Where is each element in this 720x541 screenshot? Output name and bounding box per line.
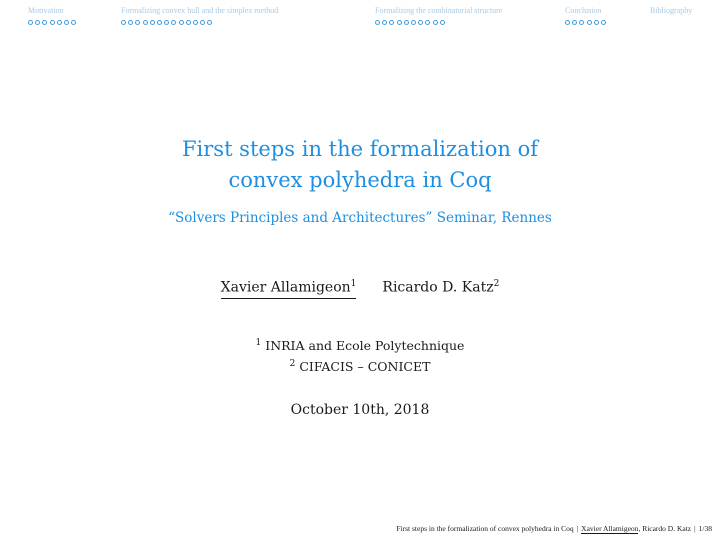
author-affiliation-mark: 2 — [493, 279, 500, 289]
nav-frame-dot[interactable] — [135, 20, 140, 25]
affiliation-1 — [0, 334, 720, 355]
affiliation-2 — [0, 355, 720, 376]
nav-section-title: Motivation — [28, 6, 64, 15]
nav-frame-dot[interactable] — [579, 20, 584, 25]
affiliation-text: CIFACIS – CONICET — [299, 359, 431, 375]
footer-author2: , Ricardo D. Katz — [638, 524, 692, 533]
nav-frame-dot[interactable] — [186, 20, 191, 25]
nav-frame-dot[interactable] — [207, 20, 212, 25]
nav-section-convex-hull[interactable] — [121, 6, 278, 25]
slide-subtitle: “Solvers Principles and Architectures” Seminar, Rennes — [168, 210, 552, 226]
nav-frame-dot[interactable] — [382, 20, 387, 25]
nav-section-title: Bibliography — [650, 6, 693, 15]
nav-frame-dot[interactable] — [200, 20, 205, 25]
footer — [396, 524, 712, 533]
nav-frame-dot[interactable] — [572, 20, 577, 25]
footer-separator: | — [694, 524, 696, 533]
author-name: Xavier Allamigeon — [220, 279, 351, 296]
nav-section-bibliography[interactable] — [650, 6, 692, 20]
nav-frame-dot[interactable] — [193, 20, 198, 25]
nav-frame-dot[interactable] — [28, 20, 33, 25]
nav-section-title: Formalizing convex hull and the simplex method — [121, 6, 279, 15]
nav-frame-dot[interactable] — [143, 20, 148, 25]
author-presenter — [221, 279, 357, 299]
nav-frame-dot[interactable] — [50, 20, 55, 25]
nav-dots — [565, 20, 606, 25]
nav-frame-dot[interactable] — [375, 20, 380, 25]
slide-title-line2: convex polyhedra in Coq — [228, 168, 492, 192]
affiliation-mark: 2 — [289, 359, 296, 370]
nav-frame-dot[interactable] — [418, 20, 423, 25]
navigation-bar — [0, 0, 720, 40]
nav-frame-dot[interactable] — [42, 20, 47, 25]
nav-frame-dot[interactable] — [164, 20, 169, 25]
nav-section-motivation[interactable] — [28, 6, 76, 25]
nav-frame-dot[interactable] — [150, 20, 155, 25]
affiliation-mark: 1 — [255, 338, 262, 348]
nav-section-title: Conclusion — [565, 6, 602, 15]
footer-title: First steps in the formalization of convex polyhedra in Coq — [396, 524, 574, 533]
nav-frame-dot[interactable] — [594, 20, 599, 25]
nav-frame-dot[interactable] — [425, 20, 430, 25]
affiliation-text: INRIA and Ecole Polytechnique — [265, 338, 465, 354]
author-name: Ricardo D. Katz — [382, 279, 494, 296]
nav-frame-dot[interactable] — [440, 20, 445, 25]
nav-frame-dot[interactable] — [389, 20, 394, 25]
nav-frame-dot[interactable] — [171, 20, 176, 25]
nav-dots — [375, 20, 502, 25]
nav-section-combinatorial[interactable] — [375, 6, 502, 25]
nav-frame-dot[interactable] — [71, 20, 76, 25]
author-coauthor — [382, 279, 499, 299]
slide-title — [0, 134, 720, 196]
footer-separator: | — [576, 524, 579, 533]
nav-dots — [28, 20, 76, 25]
nav-frame-dot[interactable] — [601, 20, 606, 25]
nav-frame-dot[interactable] — [57, 20, 62, 25]
nav-frame-dot[interactable] — [397, 20, 402, 25]
nav-frame-dot[interactable] — [404, 20, 409, 25]
nav-section-title: Formalizing the combinatorial structure — [375, 6, 503, 15]
author-affiliation-mark: 1 — [350, 279, 357, 289]
nav-frame-dot[interactable] — [128, 20, 133, 25]
nav-frame-dot[interactable] — [35, 20, 40, 25]
slide-title-line1: First steps in the formalization of — [181, 137, 539, 161]
affiliations — [0, 334, 720, 376]
nav-frame-dot[interactable] — [565, 20, 570, 25]
nav-frame-dot[interactable] — [157, 20, 162, 25]
nav-dots — [121, 20, 278, 25]
nav-frame-dot[interactable] — [433, 20, 438, 25]
footer-page-number: 1/38 — [698, 524, 712, 533]
nav-frame-dot[interactable] — [411, 20, 416, 25]
slide-date: October 10th, 2018 — [290, 402, 430, 418]
authors — [0, 279, 720, 299]
nav-frame-dot[interactable] — [121, 20, 126, 25]
footer-author1: Xavier Allamigeon — [581, 524, 639, 533]
nav-frame-dot[interactable] — [587, 20, 592, 25]
nav-frame-dot[interactable] — [64, 20, 69, 25]
nav-frame-dot[interactable] — [179, 20, 184, 25]
nav-section-conclusion[interactable] — [565, 6, 606, 25]
